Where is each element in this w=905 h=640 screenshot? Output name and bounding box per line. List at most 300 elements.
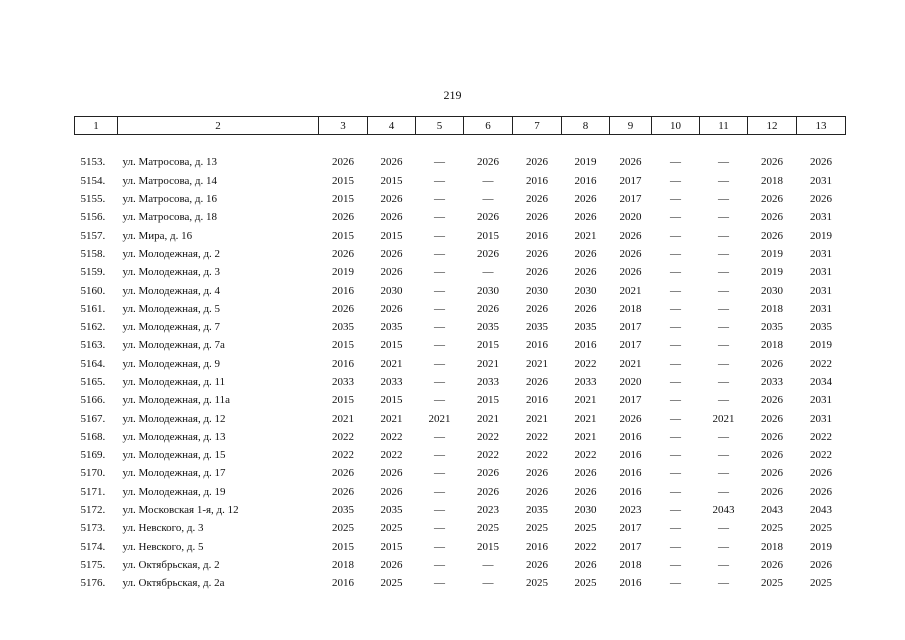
year-cell-col-4: 2026 bbox=[380, 485, 403, 498]
year-cell-col-3: 2019 bbox=[332, 266, 354, 279]
year-cell-col-6: — bbox=[482, 577, 494, 590]
year-cell-col-9: 2018 bbox=[619, 302, 642, 315]
year-cell-col-11: — bbox=[718, 467, 729, 480]
year-cell-col-8: 2026 bbox=[574, 211, 597, 224]
year-cell-col-12: 2026 bbox=[761, 430, 783, 443]
year-cell-col-4: 2026 bbox=[380, 467, 403, 480]
year-cell-col-3: 2015 bbox=[332, 339, 354, 352]
row-number-cell: 5174. bbox=[80, 540, 106, 553]
year-cell-col-6: 2026 bbox=[477, 302, 499, 315]
table-row bbox=[75, 574, 846, 592]
year-cell-col-6: 2015 bbox=[477, 394, 499, 407]
year-cell-col-8: 2022 bbox=[574, 449, 597, 462]
housing-repair-schedule-table bbox=[74, 116, 846, 592]
row-number-cell: 5158. bbox=[80, 247, 106, 260]
year-cell-col-11: — bbox=[718, 558, 729, 571]
year-cell-col-11: — bbox=[718, 540, 729, 553]
year-cell-col-6: 2026 bbox=[477, 247, 499, 260]
year-cell-col-12: 2026 bbox=[761, 156, 783, 169]
year-cell-col-7: 2016 bbox=[526, 394, 548, 407]
column-header-1: 1 bbox=[75, 117, 118, 135]
year-cell-col-10: — bbox=[670, 321, 681, 334]
year-cell-col-7: 2025 bbox=[526, 522, 548, 535]
year-cell-col-12: 2018 bbox=[761, 174, 783, 187]
year-cell-col-6: 2026 bbox=[477, 485, 499, 498]
year-cell-col-7: 2026 bbox=[526, 211, 548, 224]
year-cell-col-6: 2022 bbox=[477, 430, 499, 443]
year-cell-col-9: 2026 bbox=[619, 156, 642, 169]
year-cell-col-10: — bbox=[670, 540, 681, 553]
column-number-header-row bbox=[75, 117, 846, 135]
year-cell-col-7: 2016 bbox=[526, 339, 548, 352]
year-cell-col-6: 2022 bbox=[477, 449, 499, 462]
row-number-cell: 5176. bbox=[80, 577, 106, 590]
year-cell-col-10: — bbox=[670, 302, 681, 315]
year-cell-col-10: — bbox=[670, 577, 681, 590]
year-cell-col-4: 2026 bbox=[380, 156, 403, 169]
year-cell-col-4: 2026 bbox=[380, 193, 403, 206]
year-cell-col-4: 2033 bbox=[380, 376, 403, 388]
year-cell-col-9: 2017 bbox=[619, 174, 642, 187]
table-row bbox=[75, 226, 846, 244]
year-cell-col-10: — bbox=[670, 284, 681, 297]
year-cell-col-7: 2022 bbox=[526, 430, 548, 443]
year-cell-col-10: — bbox=[670, 357, 681, 370]
year-cell-col-12: 2026 bbox=[761, 394, 783, 407]
year-cell-col-8: 2026 bbox=[574, 302, 597, 315]
year-cell-col-12: 2019 bbox=[761, 266, 783, 279]
year-cell-col-6: 2026 bbox=[477, 467, 499, 480]
year-cell-col-11: — bbox=[718, 339, 729, 352]
year-cell-col-5: — bbox=[434, 430, 445, 443]
year-cell-col-5: — bbox=[434, 522, 445, 535]
year-cell-col-5: — bbox=[434, 156, 445, 169]
row-number-cell: 5161. bbox=[80, 302, 106, 315]
year-cell-col-6: — bbox=[482, 266, 494, 279]
year-cell-col-8: 2016 bbox=[574, 174, 597, 187]
year-cell-col-5: — bbox=[434, 321, 445, 334]
column-header-9: 9 bbox=[610, 117, 652, 135]
address-cell: ул. Молодежная, д. 17 bbox=[122, 467, 226, 480]
year-cell-col-6: — bbox=[482, 558, 494, 571]
year-cell-col-6: 2033 bbox=[477, 376, 499, 388]
year-cell-col-11: — bbox=[718, 156, 729, 169]
year-cell-col-6: 2026 bbox=[477, 211, 499, 224]
year-cell-col-9: 2018 bbox=[619, 558, 642, 571]
year-cell-col-3: 2016 bbox=[332, 284, 354, 297]
year-cell-col-6: 2025 bbox=[477, 522, 499, 535]
year-cell-col-12: 2026 bbox=[761, 412, 783, 425]
year-cell-col-3: 2026 bbox=[332, 247, 354, 260]
year-cell-col-12: 2026 bbox=[761, 229, 783, 242]
year-cell-col-3: 2015 bbox=[332, 174, 354, 187]
year-cell-col-10: — bbox=[670, 156, 681, 169]
spacer-cell bbox=[75, 135, 846, 154]
row-number-cell: 5171. bbox=[80, 485, 106, 498]
address-cell: ул. Молодежная, д. 11а bbox=[122, 394, 231, 407]
year-cell-col-3: 2022 bbox=[332, 449, 354, 462]
row-number-cell: 5164. bbox=[80, 357, 106, 370]
year-cell-col-12: 2026 bbox=[761, 558, 783, 571]
year-cell-col-7: 2025 bbox=[526, 577, 548, 590]
year-cell-col-11: — bbox=[718, 430, 729, 443]
year-cell-col-4: 2015 bbox=[380, 229, 403, 242]
year-cell-col-5: — bbox=[434, 229, 445, 242]
row-number-cell: 5170. bbox=[80, 467, 106, 480]
table-row bbox=[75, 153, 846, 171]
year-cell-col-3: 2015 bbox=[332, 193, 354, 206]
year-cell-col-10: — bbox=[670, 339, 681, 352]
year-cell-col-11: — bbox=[718, 247, 729, 260]
year-cell-col-4: 2015 bbox=[380, 174, 403, 187]
table-row bbox=[75, 446, 846, 464]
year-cell-col-10: — bbox=[670, 522, 681, 535]
column-header-7: 7 bbox=[513, 117, 562, 135]
year-cell-col-12: 2033 bbox=[761, 376, 783, 388]
year-cell-col-13: 2031 bbox=[810, 412, 832, 425]
column-header-12: 12 bbox=[748, 117, 797, 135]
year-cell-col-3: 2026 bbox=[332, 211, 354, 224]
year-cell-col-13: 2019 bbox=[810, 540, 832, 553]
year-cell-col-7: 2026 bbox=[526, 193, 548, 206]
table-body bbox=[75, 135, 846, 593]
year-cell-col-13: 2019 bbox=[810, 229, 832, 242]
year-cell-col-4: 2026 bbox=[380, 558, 403, 571]
year-cell-col-9: 2017 bbox=[619, 339, 642, 352]
year-cell-col-5: — bbox=[434, 193, 445, 206]
table-row bbox=[75, 538, 846, 556]
row-number-cell: 5159. bbox=[80, 266, 106, 279]
year-cell-col-3: 2035 bbox=[332, 504, 354, 517]
year-cell-col-10: — bbox=[670, 376, 681, 388]
year-cell-col-5: — bbox=[434, 540, 445, 553]
year-cell-col-11: — bbox=[718, 284, 729, 297]
row-number-cell: 5160. bbox=[80, 284, 106, 297]
year-cell-col-4: 2030 bbox=[380, 284, 403, 297]
year-cell-col-7: 2016 bbox=[526, 229, 548, 242]
year-cell-col-3: 2016 bbox=[332, 577, 354, 590]
year-cell-col-12: 2026 bbox=[761, 467, 783, 480]
address-cell: ул. Молодежная, д. 5 bbox=[122, 302, 221, 315]
year-cell-col-8: 2021 bbox=[574, 412, 597, 425]
year-cell-col-10: — bbox=[670, 430, 681, 443]
address-cell: ул. Молодежная, д. 2 bbox=[122, 247, 221, 260]
table-row bbox=[75, 483, 846, 501]
year-cell-col-8: 2021 bbox=[574, 394, 597, 407]
year-cell-col-4: 2015 bbox=[380, 394, 403, 407]
year-cell-col-5: — bbox=[434, 247, 445, 260]
year-cell-col-13: 2031 bbox=[810, 174, 832, 187]
address-cell: ул. Молодежная, д. 7 bbox=[122, 321, 221, 334]
year-cell-col-10: — bbox=[670, 193, 681, 206]
column-header-8: 8 bbox=[562, 117, 610, 135]
year-cell-col-5: — bbox=[434, 284, 445, 297]
row-number-cell: 5168. bbox=[80, 430, 106, 443]
row-number-cell: 5167. bbox=[80, 412, 106, 425]
year-cell-col-11: — bbox=[718, 193, 729, 206]
year-cell-col-7: 2026 bbox=[526, 467, 548, 480]
table-row bbox=[75, 501, 846, 519]
year-cell-col-6: — bbox=[482, 174, 494, 187]
table-row bbox=[75, 428, 846, 446]
year-cell-col-13: 2031 bbox=[810, 211, 832, 224]
year-cell-col-7: 2026 bbox=[526, 485, 548, 498]
year-cell-col-3: 2035 bbox=[332, 321, 354, 334]
year-cell-col-12: 2018 bbox=[761, 339, 783, 352]
year-cell-col-9: 2017 bbox=[619, 540, 642, 553]
address-cell: ул. Московская 1-я, д. 12 bbox=[122, 504, 239, 517]
year-cell-col-11: — bbox=[718, 302, 729, 315]
year-cell-col-3: 2026 bbox=[332, 156, 354, 169]
year-cell-col-4: 2035 bbox=[380, 321, 403, 334]
year-cell-col-7: 2026 bbox=[526, 247, 548, 260]
address-cell: ул. Невского, д. 5 bbox=[122, 540, 204, 553]
year-cell-col-9: 2016 bbox=[619, 485, 642, 498]
year-cell-col-13: 2022 bbox=[810, 357, 832, 370]
year-cell-col-7: 2026 bbox=[526, 558, 548, 571]
year-cell-col-12: 2025 bbox=[761, 522, 783, 535]
year-cell-col-5: — bbox=[434, 577, 445, 590]
year-cell-col-13: 2019 bbox=[810, 339, 832, 352]
year-cell-col-5: — bbox=[434, 339, 445, 352]
column-header-10: 10 bbox=[652, 117, 700, 135]
year-cell-col-12: 2030 bbox=[761, 284, 783, 297]
year-cell-col-7: 2021 bbox=[526, 357, 548, 370]
year-cell-col-5: — bbox=[434, 376, 445, 388]
year-cell-col-12: 2026 bbox=[761, 211, 783, 224]
year-cell-col-8: 2033 bbox=[574, 376, 597, 388]
year-cell-col-5: — bbox=[434, 266, 445, 279]
year-cell-col-13: 2022 bbox=[810, 449, 832, 462]
table-row bbox=[75, 355, 846, 373]
year-cell-col-7: 2021 bbox=[526, 412, 548, 425]
year-cell-col-8: 2026 bbox=[574, 193, 597, 206]
year-cell-col-9: 2026 bbox=[619, 412, 642, 425]
year-cell-col-9: 2026 bbox=[619, 266, 642, 279]
column-header-5: 5 bbox=[416, 117, 464, 135]
year-cell-col-6: 2015 bbox=[477, 229, 499, 242]
table-row bbox=[75, 208, 846, 226]
year-cell-col-12: 2025 bbox=[761, 577, 783, 590]
year-cell-col-6: — bbox=[482, 193, 494, 206]
year-cell-col-10: — bbox=[670, 174, 681, 187]
year-cell-col-11: — bbox=[718, 266, 729, 279]
year-cell-col-4: 2026 bbox=[380, 247, 403, 260]
table-row bbox=[75, 373, 846, 391]
year-cell-col-7: 2026 bbox=[526, 302, 548, 315]
year-cell-col-11: 2021 bbox=[712, 412, 735, 425]
year-cell-col-13: 2031 bbox=[810, 266, 832, 279]
row-number-cell: 5162. bbox=[80, 321, 106, 334]
table-row bbox=[75, 318, 846, 336]
address-cell: ул. Молодежная, д. 19 bbox=[122, 485, 226, 498]
year-cell-col-12: 2043 bbox=[761, 504, 783, 517]
year-cell-col-11: — bbox=[718, 449, 729, 462]
year-cell-col-7: 2016 bbox=[526, 174, 548, 187]
table-row bbox=[75, 300, 846, 318]
table-row bbox=[75, 190, 846, 208]
year-cell-col-8: 2026 bbox=[574, 467, 597, 480]
year-cell-col-5: — bbox=[434, 211, 445, 224]
year-cell-col-8: 2021 bbox=[574, 229, 597, 242]
year-cell-col-10: — bbox=[670, 449, 681, 462]
year-cell-col-3: 2022 bbox=[332, 430, 354, 443]
year-cell-col-3: 2016 bbox=[332, 357, 354, 370]
row-number-cell: 5156. bbox=[80, 211, 106, 224]
address-cell: ул. Молодежная, д. 7а bbox=[122, 339, 225, 352]
year-cell-col-3: 2033 bbox=[332, 376, 354, 388]
year-cell-col-8: 2022 bbox=[574, 357, 597, 370]
year-cell-col-5: — bbox=[434, 558, 445, 571]
address-cell: ул. Молодежная, д. 11 bbox=[122, 376, 226, 388]
year-cell-col-11: — bbox=[718, 376, 729, 388]
address-cell: ул. Матросова, д. 16 bbox=[122, 193, 218, 206]
year-cell-col-3: 2015 bbox=[332, 540, 354, 553]
year-cell-col-9: 2017 bbox=[619, 193, 642, 206]
year-cell-col-9: 2021 bbox=[619, 357, 642, 370]
year-cell-col-12: 2035 bbox=[761, 321, 783, 334]
year-cell-col-11: — bbox=[718, 357, 729, 370]
address-cell: ул. Октябрьская, д. 2 bbox=[122, 558, 220, 571]
year-cell-col-4: 2021 bbox=[380, 412, 403, 425]
year-cell-col-5: — bbox=[434, 485, 445, 498]
year-cell-col-8: 2021 bbox=[574, 430, 597, 443]
year-cell-col-8: 2026 bbox=[574, 266, 597, 279]
year-cell-col-5: — bbox=[434, 174, 445, 187]
year-cell-col-3: 2026 bbox=[332, 467, 354, 480]
table-row bbox=[75, 391, 846, 409]
year-cell-col-11: 2043 bbox=[712, 504, 735, 517]
column-header-11: 11 bbox=[700, 117, 748, 135]
address-cell: ул. Молодежная, д. 9 bbox=[122, 357, 221, 370]
year-cell-col-8: 2026 bbox=[574, 485, 597, 498]
year-cell-col-12: 2018 bbox=[761, 302, 783, 315]
year-cell-col-5: — bbox=[434, 467, 445, 480]
address-cell: ул. Октябрьская, д. 2а bbox=[122, 577, 225, 590]
year-cell-col-9: 2017 bbox=[619, 522, 642, 535]
year-cell-col-13: 2026 bbox=[810, 193, 832, 206]
address-cell: ул. Мира, д. 16 bbox=[122, 229, 193, 242]
table-row bbox=[75, 172, 846, 190]
year-cell-col-13: 2022 bbox=[810, 430, 832, 443]
year-cell-col-10: — bbox=[670, 266, 681, 279]
year-cell-col-10: — bbox=[670, 467, 681, 480]
year-cell-col-10: — bbox=[670, 504, 681, 517]
year-cell-col-8: 2035 bbox=[574, 321, 597, 334]
table-row bbox=[75, 263, 846, 281]
row-number-cell: 5155. bbox=[80, 193, 106, 206]
year-cell-col-12: 2026 bbox=[761, 193, 783, 206]
year-cell-col-3: 2021 bbox=[332, 412, 354, 425]
year-cell-col-9: 2023 bbox=[619, 504, 642, 517]
year-cell-col-4: 2015 bbox=[380, 540, 403, 553]
column-header-13: 13 bbox=[797, 117, 846, 135]
address-cell: ул. Матросова, д. 13 bbox=[122, 156, 218, 169]
year-cell-col-8: 2022 bbox=[574, 540, 597, 553]
year-cell-col-9: 2017 bbox=[619, 321, 642, 334]
year-cell-col-13: 2031 bbox=[810, 247, 832, 260]
year-cell-col-9: 2020 bbox=[619, 376, 642, 388]
address-cell: ул. Матросова, д. 18 bbox=[122, 211, 218, 224]
year-cell-col-5: — bbox=[434, 394, 445, 407]
year-cell-col-10: — bbox=[670, 485, 681, 498]
year-cell-col-6: 2035 bbox=[477, 321, 499, 334]
year-cell-col-12: 2018 bbox=[761, 540, 783, 553]
address-cell: ул. Невского, д. 3 bbox=[122, 522, 204, 535]
column-header-4: 4 bbox=[368, 117, 416, 135]
year-cell-col-5: 2021 bbox=[428, 412, 451, 425]
column-header-6: 6 bbox=[464, 117, 513, 135]
year-cell-col-11: — bbox=[718, 394, 729, 407]
row-number-cell: 5169. bbox=[80, 449, 106, 462]
year-cell-col-10: — bbox=[670, 229, 681, 242]
year-cell-col-6: 2026 bbox=[477, 156, 499, 169]
address-cell: ул. Молодежная, д. 12 bbox=[122, 412, 226, 425]
year-cell-col-4: 2025 bbox=[380, 522, 403, 535]
year-cell-col-6: 2023 bbox=[477, 504, 499, 517]
year-cell-col-5: — bbox=[434, 449, 445, 462]
year-cell-col-6: 2015 bbox=[477, 339, 499, 352]
year-cell-col-7: 2026 bbox=[526, 266, 548, 279]
year-cell-col-11: — bbox=[718, 321, 729, 334]
year-cell-col-8: 2019 bbox=[574, 156, 597, 169]
year-cell-col-7: 2035 bbox=[526, 321, 548, 334]
year-cell-col-10: — bbox=[670, 394, 681, 407]
year-cell-col-9: 2026 bbox=[619, 247, 642, 260]
year-cell-col-3: 2015 bbox=[332, 394, 354, 407]
year-cell-col-8: 2016 bbox=[574, 339, 597, 352]
year-cell-col-3: 2026 bbox=[332, 485, 354, 498]
address-cell: ул. Молодежная, д. 3 bbox=[122, 266, 221, 279]
year-cell-col-12: 2019 bbox=[761, 247, 783, 260]
year-cell-col-10: — bbox=[670, 247, 681, 260]
year-cell-col-9: 2017 bbox=[619, 394, 642, 407]
spacer-row bbox=[75, 135, 846, 154]
year-cell-col-13: 2031 bbox=[810, 284, 832, 297]
row-number-cell: 5163. bbox=[80, 339, 106, 352]
address-cell: ул. Молодежная, д. 15 bbox=[122, 449, 226, 462]
year-cell-col-11: — bbox=[718, 522, 729, 535]
column-header-3: 3 bbox=[319, 117, 368, 135]
year-cell-col-13: 2043 bbox=[810, 504, 832, 517]
year-cell-col-10: — bbox=[670, 211, 681, 224]
year-cell-col-7: 2026 bbox=[526, 156, 548, 169]
table-row bbox=[75, 245, 846, 263]
year-cell-col-8: 2025 bbox=[574, 577, 597, 590]
year-cell-col-9: 2021 bbox=[619, 284, 642, 297]
address-cell: ул. Молодежная, д. 4 bbox=[122, 284, 221, 297]
year-cell-col-9: 2016 bbox=[619, 467, 642, 480]
year-cell-col-12: 2026 bbox=[761, 357, 783, 370]
year-cell-col-9: 2020 bbox=[619, 211, 642, 224]
year-cell-col-13: 2025 bbox=[810, 522, 832, 535]
year-cell-col-11: — bbox=[718, 229, 729, 242]
year-cell-col-9: 2016 bbox=[619, 449, 642, 462]
year-cell-col-4: 2026 bbox=[380, 302, 403, 315]
row-number-cell: 5173. bbox=[80, 522, 106, 535]
row-number-cell: 5172. bbox=[80, 504, 106, 517]
year-cell-col-13: 2025 bbox=[810, 577, 832, 590]
year-cell-col-13: 2026 bbox=[810, 467, 832, 480]
year-cell-col-3: 2026 bbox=[332, 302, 354, 315]
year-cell-col-6: 2021 bbox=[477, 357, 499, 370]
year-cell-col-4: 2025 bbox=[380, 577, 403, 590]
year-cell-col-4: 2015 bbox=[380, 339, 403, 352]
year-cell-col-4: 2022 bbox=[380, 449, 403, 462]
year-cell-col-3: 2015 bbox=[332, 229, 354, 242]
year-cell-col-9: 2016 bbox=[619, 430, 642, 443]
table-row bbox=[75, 336, 846, 354]
